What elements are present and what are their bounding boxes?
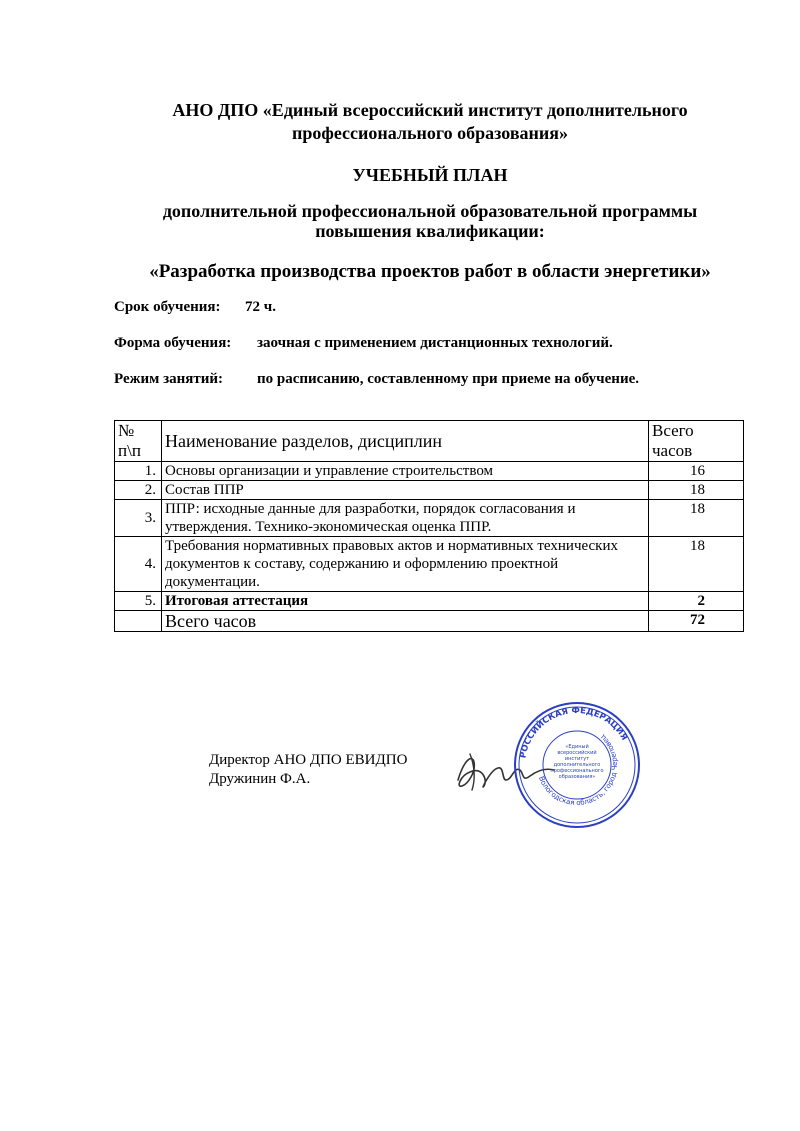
stamp-center-text: «Единый всероссийский институт дополнительного профессионального образования» <box>550 744 604 780</box>
director-position: Директор АНО ДПО ЕВИДПО <box>209 752 408 768</box>
row-num: 5. <box>115 592 162 611</box>
total-num-empty <box>115 611 162 632</box>
document-title: УЧЕБНЫЙ ПЛАН <box>352 165 508 185</box>
table-header-row <box>115 421 744 462</box>
row-hours: 18 <box>649 481 744 500</box>
mode-value: по расписанию, составленному при приеме на обучение. <box>257 371 639 387</box>
term-value: 72 ч. <box>245 299 276 315</box>
form-row <box>114 335 613 352</box>
table-row <box>115 481 744 500</box>
header-total-line2: часов <box>652 441 693 460</box>
row-num: 2. <box>115 481 162 500</box>
mode-row <box>114 371 639 388</box>
row-name: Требования нормативных правовых актов и нормативных технических документов к составу, содержанию и оформлению проектной документации. <box>162 537 649 592</box>
org-name-line1: АНО ДПО «Единый всероссийский институт дополнительного <box>172 100 688 120</box>
table-total-row <box>115 611 744 632</box>
header-total-line1: Всего <box>652 421 694 440</box>
table-row <box>115 537 744 592</box>
form-value: заочная с применением дистанционных технологий. <box>257 335 613 351</box>
program-title: «Разработка производства проектов работ в области энергетики» <box>149 261 711 282</box>
row-num: 4. <box>115 537 162 592</box>
row-hours: 2 <box>649 592 744 611</box>
row-name: ППР: исходные данные для разработки, порядок согласования и утверждения. Технико-экономическая оценка ППР. <box>162 500 649 537</box>
row-name: Итоговая аттестация <box>162 592 649 611</box>
table-row <box>115 592 744 611</box>
row-hours: 16 <box>649 462 744 481</box>
header-num-line1: № <box>118 421 135 440</box>
curriculum-table <box>114 420 744 632</box>
total-label: Всего часов <box>162 611 649 632</box>
stamp-outer-text: РОССИЙСКАЯ ФЕДЕРАЦИЯ <box>518 705 630 760</box>
row-name: Состав ППР <box>162 481 649 500</box>
subtitle-line2: повышения квалификации: <box>315 221 545 241</box>
org-name-line2: профессионального образования» <box>291 123 569 143</box>
header-total <box>649 421 744 462</box>
row-hours: 18 <box>649 500 744 537</box>
table-row <box>115 462 744 481</box>
term-label: Срок обучения: <box>114 299 221 315</box>
total-hours: 72 <box>649 611 744 632</box>
header-num <box>115 421 162 462</box>
director-name: Дружинин Ф.А. <box>209 771 311 787</box>
row-num: 3. <box>115 500 162 537</box>
row-name: Основы организации и управление строительством <box>162 462 649 481</box>
official-stamp-icon <box>512 700 642 830</box>
subtitle-line1: дополнительной профессиональной образовательной программы <box>162 201 698 221</box>
row-num: 1. <box>115 462 162 481</box>
term-row <box>114 299 276 316</box>
row-hours: 18 <box>649 537 744 592</box>
table-row <box>115 500 744 537</box>
stamp-inner-text: Вологодская область, город Череповец <box>537 733 620 808</box>
mode-label: Режим занятий: <box>114 371 224 387</box>
form-label: Форма обучения: <box>114 335 232 351</box>
header-num-line2: п\п <box>118 441 141 460</box>
header-name: Наименование разделов, дисциплин <box>162 421 649 462</box>
